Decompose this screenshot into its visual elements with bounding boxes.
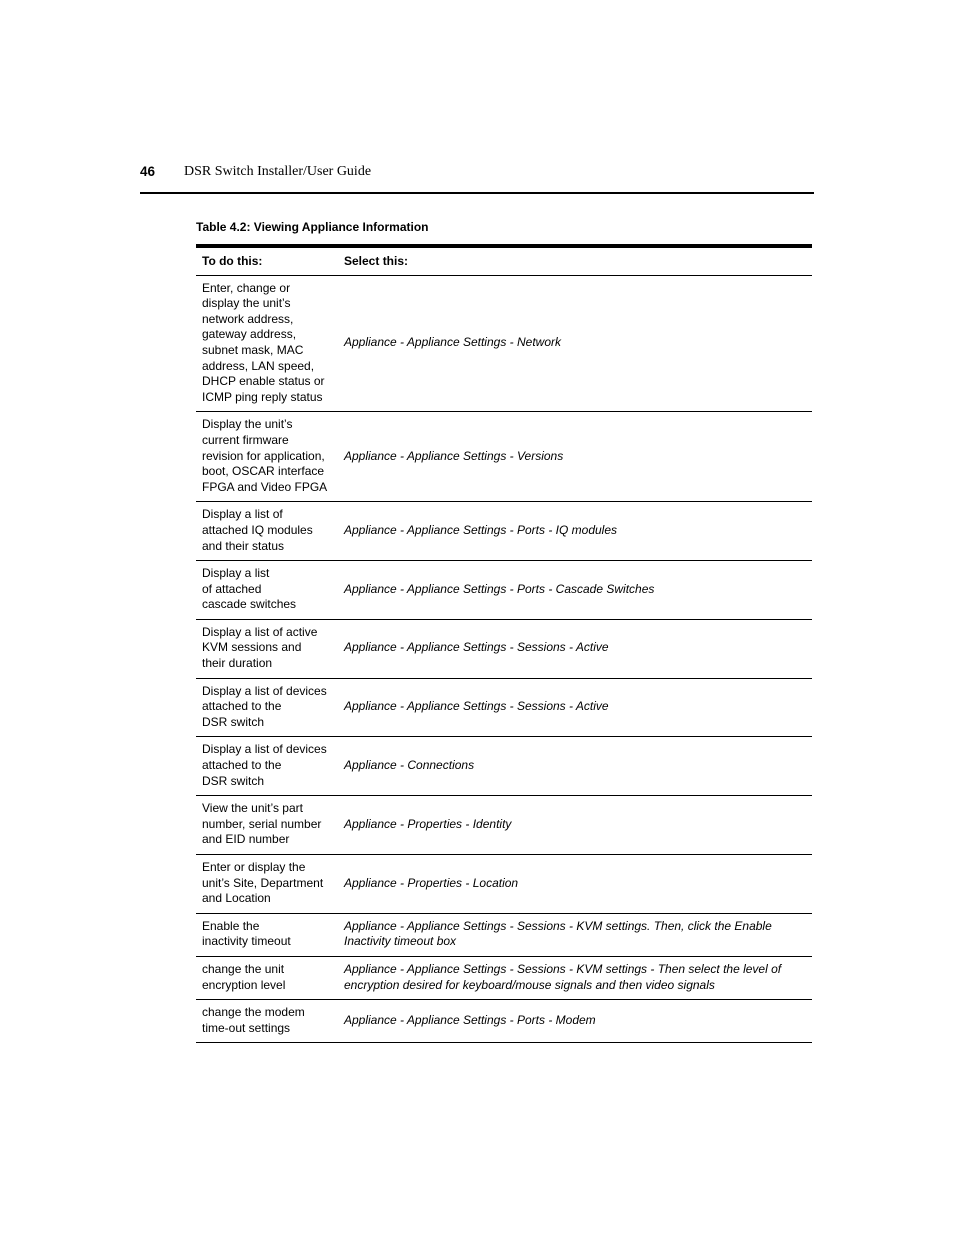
table-row [196, 561, 812, 620]
table-row [196, 913, 812, 956]
table-caption: Table 4.2: Viewing Appliance Information [196, 220, 429, 234]
selection-cell: Appliance - Properties - Identity [338, 796, 812, 855]
table-row [196, 412, 812, 502]
selection-cell: Appliance - Appliance Settings - Versions [338, 412, 812, 502]
task-cell: Enter, change or display the unit’s network address, gateway address, subnet mask, MAC address, LAN speed, DHCP enable status or ICMP ping reply status [196, 275, 338, 412]
selection-cell: Appliance - Properties - Location [338, 855, 812, 914]
appliance-info-table [196, 244, 812, 1043]
task-cell: change the unit encryption level [196, 956, 338, 999]
selection-cell: Appliance - Appliance Settings - Ports - IQ modules [338, 502, 812, 561]
table-row [196, 619, 812, 678]
column-header-selection: Select this: [338, 246, 812, 275]
task-cell: change the modem time-out settings [196, 1000, 338, 1043]
task-cell: Enable the inactivity timeout [196, 913, 338, 956]
task-cell: Display a list of devices attached to the DSR switch [196, 678, 338, 737]
selection-cell: Appliance - Appliance Settings - Sessions - Active [338, 619, 812, 678]
task-cell: Display the unit’s current firmware revision for application, boot, OSCAR interface FPGA and Video FPGA [196, 412, 338, 502]
page-header [140, 163, 814, 194]
table-row [196, 275, 812, 412]
table-row [196, 502, 812, 561]
column-header-task: To do this: [196, 246, 338, 275]
running-title: DSR Switch Installer/User Guide [184, 164, 372, 179]
table-row [196, 678, 812, 737]
table-row [196, 796, 812, 855]
selection-cell: Appliance - Appliance Settings - Network [338, 275, 812, 412]
task-cell: Display a list of active KVM sessions and their duration [196, 619, 338, 678]
selection-cell: Appliance - Appliance Settings - Ports - Modem [338, 1000, 812, 1043]
selection-cell: Appliance - Appliance Settings - Sessions - KVM settings. Then, click the Enable Inactivity timeout box [338, 913, 812, 956]
page-number: 46 [140, 164, 156, 179]
table-header-row [196, 246, 812, 275]
task-cell: Display a list of devices attached to the DSR switch [196, 737, 338, 796]
table-row [196, 956, 812, 999]
task-cell: View the unit’s part number, serial number and EID number [196, 796, 338, 855]
selection-cell: Appliance - Appliance Settings - Sessions - KVM settings - Then select the level of encryption desired for keyboard/mouse signals and then video signals [338, 956, 812, 999]
table-row [196, 1000, 812, 1043]
selection-cell: Appliance - Appliance Settings - Ports - Cascade Switches [338, 561, 812, 620]
table-row [196, 737, 812, 796]
selection-cell: Appliance - Connections [338, 737, 812, 796]
task-cell: Display a list of attached cascade switches [196, 561, 338, 620]
selection-cell: Appliance - Appliance Settings - Sessions - Active [338, 678, 812, 737]
task-cell: Enter or display the unit’s Site, Department and Location [196, 855, 338, 914]
table-row [196, 855, 812, 914]
task-cell: Display a list of attached IQ modules and their status [196, 502, 338, 561]
